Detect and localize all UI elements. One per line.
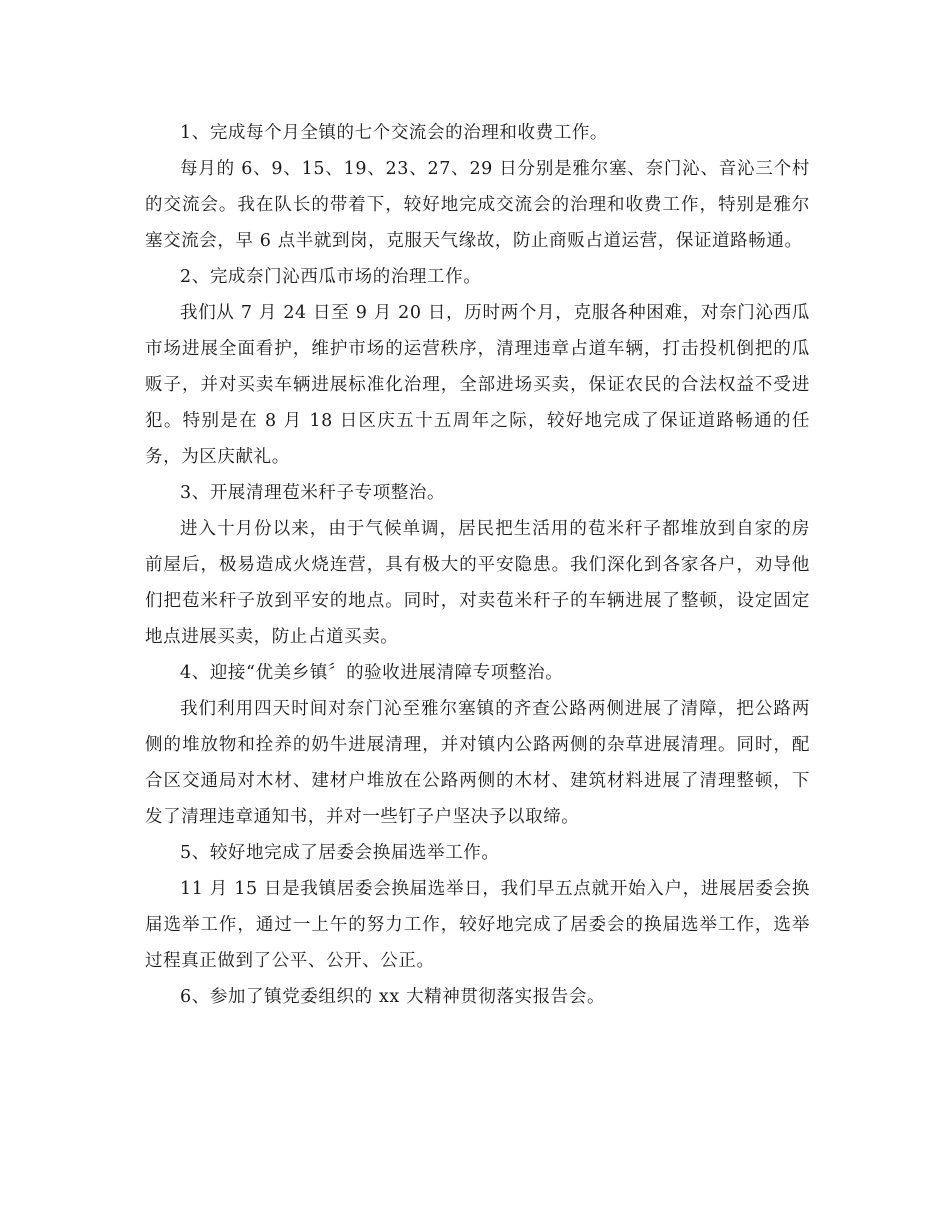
heading-item-5: 5、较好地完成了居委会换届选举工作。	[180, 843, 500, 863]
body-paragraph-3: 进入十月份以来，由于气候单调，居民把生活用的苞米秆子都堆放到自家的房前屋后，极易造成火烧连营，具有极大的平安隐患。我们深化到各家各户，劝导他们把苞米秆子放到平安的地点。同时，对卖苞米秆子的车辆进展了整顿，设定固定地点进展买卖，防止占道买卖。	[145, 519, 810, 647]
heading-item-4: 4、迎接“优美乡镇〞的验收进展清障专项整治。	[180, 663, 564, 683]
body-paragraph-4: 我们利用四天时间对奈门沁至雅尔塞镇的齐查公路两侧进展了清障，把公路两侧的堆放物和拴养的奶牛进展清理，并对镇内公路两侧的杂草进展清理。同时，配合区交通局对木材、建材户堆放在公路两侧的木材、建筑材料进展了清理整顿，下发了清理违章通知书，并对一些钉子户坚决予以取缔。	[145, 699, 810, 827]
body-paragraph-1: 每月的 6、9、15、19、23、27、29 日分别是雅尔塞、奈门沁、音沁三个村的交流会。我在队长的带着下，较好地完成交流会的治理和收费工作，特别是雅尔塞交流会，早 6 点半就到岗，克服天气缘故，防止商贩占道运营，保证道路畅通。	[145, 159, 810, 251]
body-paragraph-2: 我们从 7 月 24 日至 9 月 20 日，历时两个月，克服各种困难，对奈门沁西瓜市场进展全面看护，维护市场的运营秩序，清理违章占道车辆，打击投机倒把的瓜贩子，并对买卖车辆进展标准化治理，全部进场买卖，保证农民的合法权益不受进犯。特别是在 8 月 18 日区庆五十五周年之际，较好地完成了保证道路畅通的任务，为区庆献礼。	[145, 303, 810, 467]
body-paragraph-5: 11 月 15 日是我镇居委会换届选举日，我们早五点就开始入户，进展居委会换届选举工作，通过一上午的努力工作，较好地完成了居委会的换届选举工作，选举过程真正做到了公平、公开、公正。	[145, 879, 810, 971]
heading-item-6: 6、参加了镇党委组织的 xx 大精神贯彻落实报告会。	[180, 987, 606, 1007]
heading-item-3: 3、开展清理苞米秆子专项整治。	[180, 483, 446, 503]
heading-item-1: 1、完成每个月全镇的七个交流会的治理和收费工作。	[180, 123, 609, 143]
document-body	[145, 115, 810, 1015]
heading-item-2: 2、完成奈门沁西瓜市场的治理工作。	[180, 267, 482, 287]
